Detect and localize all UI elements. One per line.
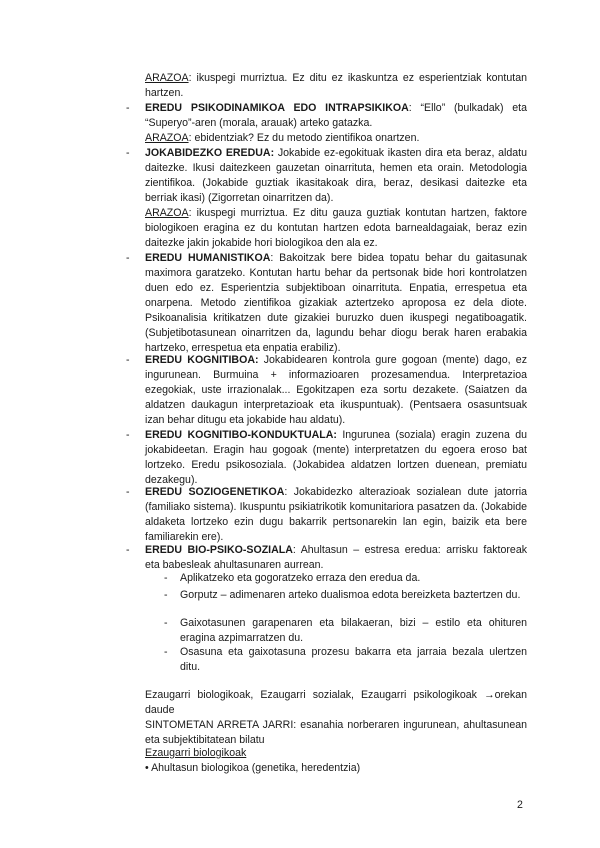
sub-list-item: Gaixotasunen garapenaren eta bilakaeran, bizi – estilo eta ohituren eragina azpimarratzen du. xyxy=(180,617,527,644)
model-psikodinamikoa xyxy=(145,101,527,131)
list-item: • Ahultasun biologikoa (genetika, heredentzia) xyxy=(145,762,361,774)
bullet-dash: - xyxy=(126,354,130,366)
model-humanistikoa xyxy=(145,251,527,356)
sub-bullet-dash: - xyxy=(164,589,168,601)
issue-label: ARAZOA xyxy=(145,132,189,144)
section-heading: Ezaugarri biologikoak xyxy=(145,747,247,759)
sub-bullet-dash: - xyxy=(164,572,168,584)
page-number: 2 xyxy=(517,799,523,811)
sub-list-item: Osasuna eta gaixotasuna prozesu bakarra eta jarraia bezala ulertzen ditu. xyxy=(180,646,527,673)
intro-paragraph xyxy=(145,71,527,101)
bullet-dash: - xyxy=(126,147,130,159)
symptoms-paragraph: SINTOMETAN ARRETA JARRI: esanahia norberaren ingurunean, ahultasunean eta subjektibitatean bilatu xyxy=(145,719,527,746)
issue-text: : ebidentziak? Ez du metodo zientifikoa onartzen. xyxy=(188,132,420,144)
sub-list-item: Gorputz – adimenaren arteko dualismoa edota bereizketa baztertzen du. xyxy=(180,589,521,601)
sub-list-item: Aplikatzeko eta gogoratzeko erraza den eredua da. xyxy=(180,572,421,584)
bullet-dash: - xyxy=(126,102,130,114)
model-kognitiboa xyxy=(145,353,527,428)
model-title: EREDU PSIKODINAMIKOA EDO INTRAPSIKIKOA xyxy=(145,102,409,114)
characteristics-paragraph: Ezaugarri biologikoak, Ezaugarri sozialak, Ezaugarri psikologikoak →orekan daude xyxy=(145,689,527,716)
model-issue xyxy=(145,206,527,251)
model-title: EREDU HUMANISTIKOA xyxy=(145,252,271,264)
model-text: Ingurunea (soziala) eragin zuzena du jokabideetan. Eragin hau gogoak (mente) interpretatzen du egoera eroso bat lortzeko. Eredu psikosoziala. (Jokabidea aldatzen lortzen duenean, premiatu dezakegu). xyxy=(145,429,528,486)
model-title: EREDU KOGNITIBO-KONDUKTUALA: xyxy=(145,429,337,441)
bullet-dash: - xyxy=(126,429,130,441)
model-issue xyxy=(145,131,527,146)
model-text: : “Ello” (bulkadak) eta “Superyo”-aren (morala, arauak) arteko gatazka. xyxy=(145,102,527,129)
issue-label: ARAZOA xyxy=(145,207,189,219)
model-title: EREDU SOZIOGENETIKOA xyxy=(145,486,285,498)
model-bio-psiko-soziala xyxy=(145,543,527,573)
intro-issue-text: : ikuspegi murriztua. Ez ditu ez ikaskuntza ez esperientziak kontutan hartzen. xyxy=(145,72,527,99)
model-title: EREDU BIO-PSIKO-SOZIALA xyxy=(145,544,293,556)
bullet-dash: - xyxy=(126,252,130,264)
issue-text: : ikuspegi murriztua. Ez ditu gauza guztiak kontutan hartzen, faktore biologikoen eragina ez du kontutan hartzen edota barnealdagaiak, beraz ezin daitezke jakin jokabide hori biologikoa den ala ez. xyxy=(145,207,527,249)
model-text: Jokabidearen kontrola gure gogoan (mente) dago, ez ingurunean. Burmuina + informazioaren prozesamendua. Interpretazioa ezegokiak, uste irrazionalak... Egokitzapen eza sortu dezakete. (Saiatzen da aldatzen daukagun interpretazioak eta ikuspuntuak). (Pentsaera osasuntsuak izan behar ditugu eta jokabide hau aldatu). xyxy=(145,354,527,426)
sub-bullet-dash: - xyxy=(164,617,168,629)
bullet-dash: - xyxy=(126,544,130,556)
model-text: : Bakoitzak bere bidea topatu behar du gaitasunak maximora garatzeko. Kontutan hartu behar da pertsonak bide hori kontrolatzen duen edo ez. Esperientzia subjektiboan oinarrituta. Enpatia, errespetua eta onarpena. Metodo zientifikoa gizakiak aztertzeko aproposa ez dela diote. Psikoanalisia kritikatzen dute gizakiei buruzko duen ikuspegi negatiboagatik. (Subjetibotasunean oinarritzen da, lagundu behar diogu berak haren erabakia hartzeko, errespetua eta enpatia erabiliz). xyxy=(145,252,527,354)
intro-issue-label: ARAZOA xyxy=(145,72,189,84)
model-title: EREDU KOGNITIBOA: xyxy=(145,354,259,366)
model-text: : Jokabidezko alterazioak sozialean dute jatorria (familiako sistema). Ikuspuntu psikiatrikotik komunitariora pasatzen da. (Jokabide aldaketa lortzeko ezin dugu bakarrik pertsonarekin lan egin, baizik eta bere familiarekin ere). xyxy=(145,486,528,543)
model-text: : Ahultasun – estresa eredua: arrisku faktoreak eta babesleak ahultasunaren aurrean. xyxy=(145,544,528,571)
model-kognitibo-konduktuala xyxy=(145,428,527,488)
sub-bullet-dash: - xyxy=(164,646,168,658)
model-jokabidezkoa xyxy=(145,146,527,206)
model-soziogenetikoa xyxy=(145,485,527,545)
model-text: Jokabide ez-egokituak ikasten dira eta beraz, aldatu daitezke. Ikusi daitezkeen gauzetan oinarrituta, hemen eta orain. Metodologia zientifikoa. (Jokabide guztiak ikasitakoak dira, beraz, desikasi daitezke eta berriak ikasi) (Zigorretan oinarritzen da). xyxy=(145,147,527,204)
model-title: JOKABIDEZKO EREDUA: xyxy=(145,147,275,159)
bullet-dash: - xyxy=(126,486,130,498)
